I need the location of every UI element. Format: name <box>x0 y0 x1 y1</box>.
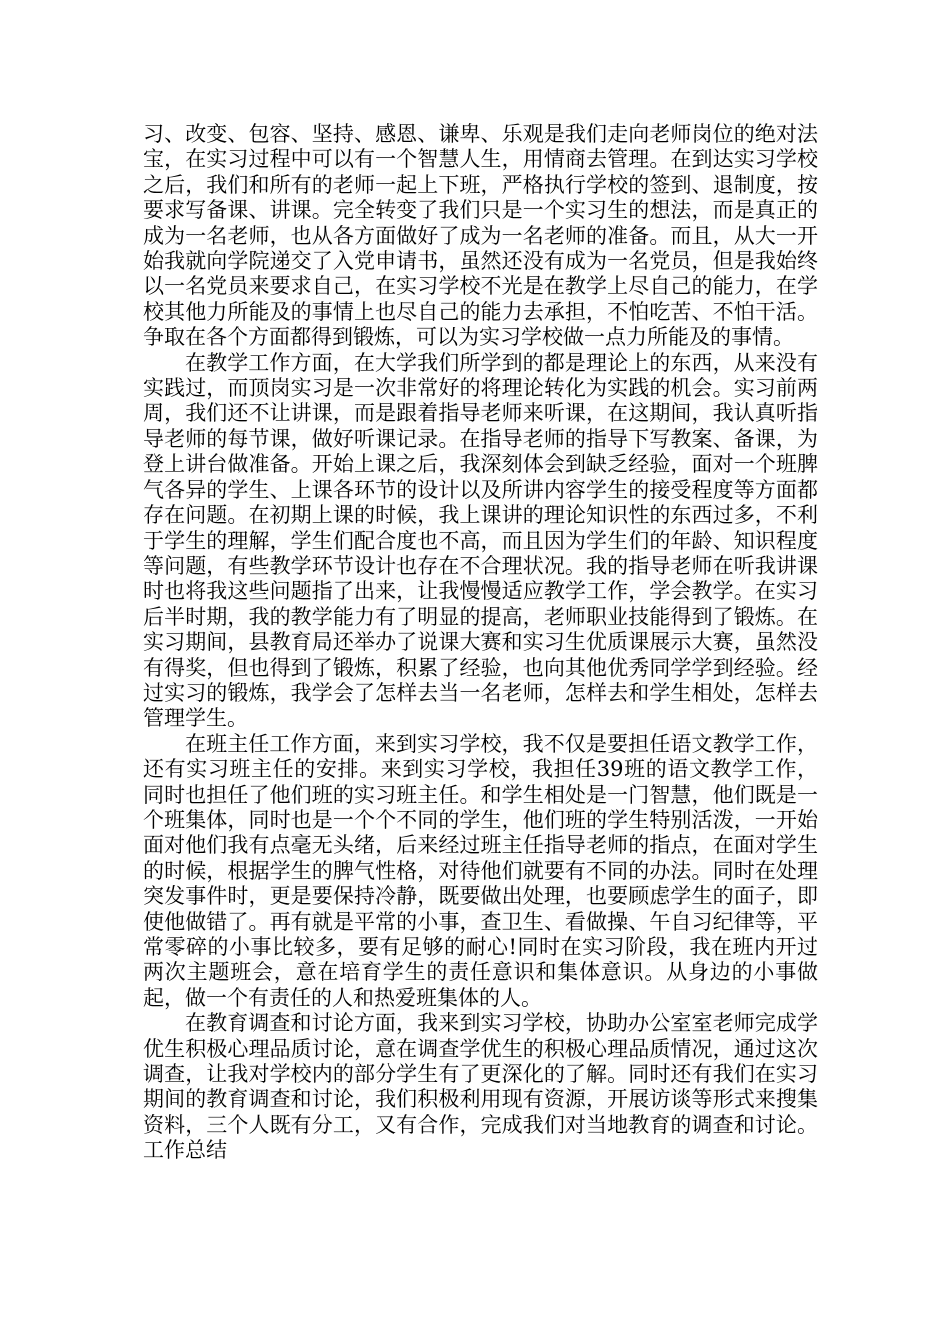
paragraph-class-teacher-work: 在班主任工作方面，来到实习学校，我不仅是要担任语文教学工作，还有实习班主任的安排。来到实习学校，我担任39班的语文教学工作，同时也担任了他们班的实习班主任。和学生相处是一门智慧，他们既是一个班集体，同时也是一个个不同的学生，他们班的学生特别活泼，一开始面对他们我有点毫无头绪，后来经过班主任指导老师的指点，在面对学生的时候，根据学生的脾气性格，对待他们就要有不同的办法。同时在处理突发事件时，更是要保持冷静，既要做出处理，也要顾虑学生的面子，即使他做错了。再有就是平常的小事，查卫生、看做操、午自习纪律等，平常零碎的小事比较多，要有足够的耐心!同时在实习阶段，我在班内开过两次主题班会，意在培育学生的责任意识和集体意识。从身边的小事做起，做一个有责任的人和热爱班集体的人。 <box>143 731 818 1010</box>
paragraph-teaching-work: 在教学工作方面，在大学我们所学到的都是理论上的东西，从来没有实践过，而顶岗实习是一次非常好的将理论转化为实践的机会。实习前两周，我们还不让讲课，而是跟着指导老师来听课，在这期间，我认真听指导老师的每节课，做好听课记录。在指导老师的指导下写教案、备课，为登上讲台做准备。开始上课之后，我深刻体会到缺乏经验，面对一个班脾气各异的学生、上课各环节的设计以及所讲内容学生的接受程度等方面都存在问题。在初期上课的时候，我上课讲的理论知识性的东西过多，不利于学生的理解，学生们配合度也不高，而且因为学生们的年龄、知识程度等问题，有些教学环节设计也存在不合理状况。我的指导老师在听我讲课时也将我这些问题指了出来，让我慢慢适应教学工作，学会教学。在实习后半时期，我的教学能力有了明显的提高，老师职业技能得到了锻炼。在实习期间，县教育局还举办了说课大赛和实习生优质课展示大赛，虽然没有得奖，但也得到了锻炼，积累了经验，也向其他优秀同学学到经验。经过实习的锻炼，我学会了怎样去当一名老师，怎样去和学生相处，怎样去管理学生。 <box>143 350 818 731</box>
paragraph-attitude: 习、改变、包容、坚持、感恩、谦卑、乐观是我们走向老师岗位的绝对法宝，在实习过程中可以有一个智慧人生，用情商去管理。在到达实习学校之后，我们和所有的老师一起上下班，严格执行学校的签到、退制度，按要求写备课、讲课。完全转变了我们只是一个实习生的想法，而是真正的成为一名老师，也从各方面做好了成为一名老师的准备。而且，从大一开始我就向学院递交了入党申请书，虽然还没有成为一名党员，但是我始终以一名党员来要求自己，在实习学校不光是在教学上尽自己的能力，在学校其他力所能及的事情上也尽自己的能力去承担，不怕吃苦、不怕干活。争取在各个方面都得到锻炼，可以为实习学校做一点力所能及的事情。 <box>143 122 818 350</box>
document-body <box>143 122 818 1164</box>
paragraph-education-survey: 在教育调查和讨论方面，我来到实习学校，协助办公室室老师完成学优生积极心理品质讨论，意在调查学优生的积极心理品质情况，通过这次调查，让我对学校内的部分学生有了更深化的了解。同时还有我们在实习期间的教育调查和讨论，我们积极利用现有资源，开展访谈等形式来搜集资料，三个人既有分工，又有合作，完成我们对当地教育的调查和讨论。工作总结 <box>143 1011 818 1163</box>
